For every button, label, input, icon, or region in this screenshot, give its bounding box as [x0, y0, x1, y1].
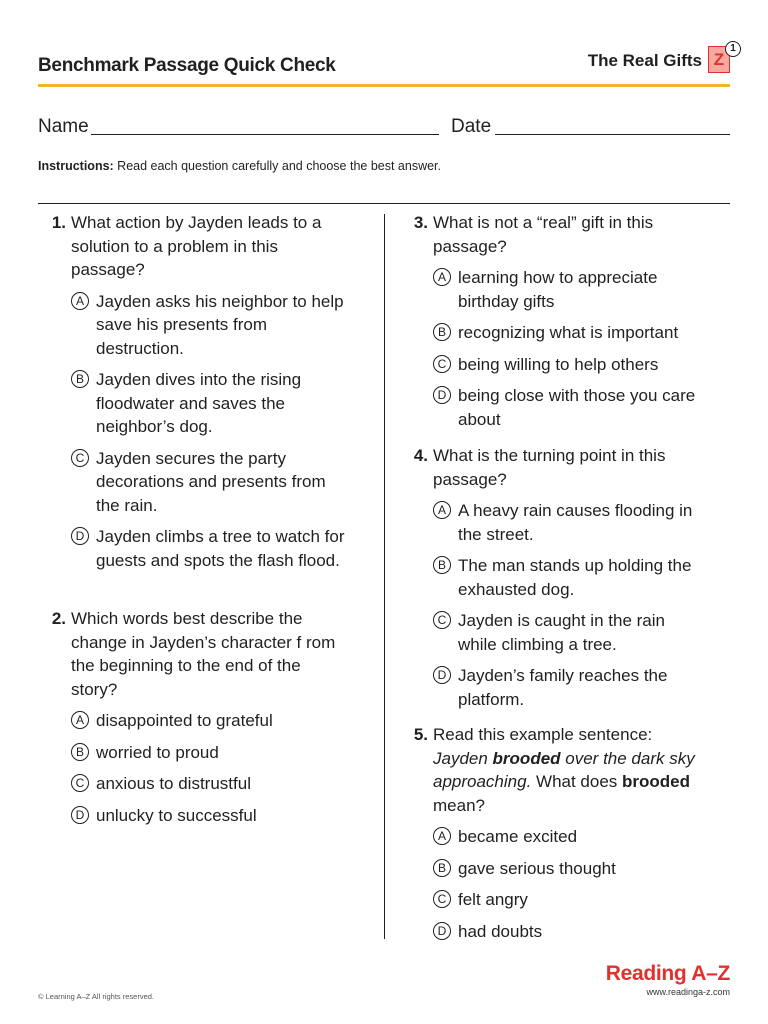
question-2	[46, 607, 346, 835]
option-b[interactable]	[71, 368, 346, 439]
option-letter-icon: C	[433, 890, 451, 908]
option-letter-icon: B	[71, 370, 89, 388]
option-c[interactable]	[433, 888, 708, 912]
option-letter-icon: C	[71, 774, 89, 792]
instructions-text: Read each question carefully and choose the best answer.	[113, 159, 441, 173]
question-text: What action by Jayden leads to a solution to a problem in this passage?	[71, 213, 322, 279]
question-text: Which words best describe the change in Jayden’s character f rom the beginning to the end of the story?	[71, 609, 336, 699]
question-text: What is not a “real” gift in this passage?	[433, 213, 654, 256]
header-divider	[38, 84, 730, 87]
option-letter-icon: A	[433, 268, 451, 286]
option-text: being willing to help others	[458, 354, 659, 374]
option-c[interactable]	[433, 353, 708, 377]
question-number: 5.	[413, 725, 428, 744]
logo-url: www.readinga-z.com	[646, 987, 730, 997]
option-letter-icon: A	[433, 501, 451, 519]
question-number: 3.	[413, 213, 428, 232]
option-text: learning how to appreciate birthday gifts	[458, 268, 658, 311]
question-intro: Read this example sentence:	[433, 725, 653, 744]
option-letter-icon: C	[71, 449, 89, 467]
option-letter-icon: B	[433, 323, 451, 341]
question-1	[46, 211, 346, 580]
question-3	[408, 211, 708, 439]
answer-options	[433, 825, 708, 943]
question-end: mean?	[433, 795, 485, 815]
option-text: Jayden climbs a tree to watch for guests and spots the flash flood.	[96, 527, 345, 570]
option-d[interactable]	[433, 664, 708, 711]
option-c[interactable]	[71, 447, 346, 518]
option-letter-icon: D	[71, 806, 89, 824]
level-badge	[708, 43, 736, 73]
option-b[interactable]	[433, 554, 708, 601]
option-letter-icon: B	[71, 743, 89, 761]
option-text: Jayden’s family reaches the platform.	[458, 666, 668, 709]
level-letter: Z	[713, 50, 725, 69]
option-letter-icon: A	[433, 827, 451, 845]
option-b[interactable]	[71, 741, 346, 765]
option-c[interactable]	[71, 772, 346, 796]
answer-options	[71, 290, 346, 573]
option-text: recognizing what is important	[458, 323, 679, 342]
question-4	[408, 444, 708, 719]
option-a[interactable]	[433, 266, 708, 313]
example-sentence-start: Jayden	[433, 748, 493, 768]
question-number: 2.	[51, 609, 66, 628]
answer-options	[71, 709, 346, 827]
option-letter-icon: A	[71, 292, 89, 310]
option-text: had doubts	[458, 921, 543, 941]
option-letter-icon: B	[433, 859, 451, 877]
name-field[interactable]	[91, 134, 439, 135]
option-d[interactable]	[433, 384, 708, 431]
option-letter-icon: C	[433, 355, 451, 373]
option-letter-icon: C	[433, 611, 451, 629]
option-a[interactable]	[71, 290, 346, 361]
option-b[interactable]	[433, 321, 708, 345]
option-text: The man stands up holding the exhausted dog.	[458, 556, 692, 599]
option-text: anxious to distrustful	[96, 774, 251, 793]
option-a[interactable]	[433, 499, 708, 546]
example-sentence-end: over the dark sky approaching.	[433, 748, 695, 791]
instructions-label: Instructions:	[38, 159, 114, 173]
option-letter-icon: B	[433, 556, 451, 574]
reading-az-logo	[606, 962, 730, 997]
option-d[interactable]	[433, 920, 708, 944]
question-text: What is the turning point in this passage?	[433, 446, 666, 489]
option-text: Jayden is caught in the rain while climbing a tree.	[458, 611, 665, 654]
copyright-notice: © Learning A–Z All rights reserved.	[38, 992, 155, 1001]
page-title: Benchmark Passage Quick Check	[38, 55, 336, 76]
option-text: became excited	[458, 827, 578, 846]
option-text: unlucky to successful	[96, 805, 257, 825]
answer-options	[433, 499, 708, 711]
name-date-row	[38, 116, 730, 140]
option-a[interactable]	[433, 825, 708, 849]
option-text: Jayden secures the party decorations and presents from the rain.	[96, 448, 326, 515]
option-letter-icon: D	[71, 527, 89, 545]
column-divider	[384, 214, 385, 939]
vocab-word: brooded	[622, 772, 691, 791]
date-label: Date	[451, 116, 492, 137]
option-letter-icon: A	[71, 711, 89, 729]
date-field[interactable]	[495, 134, 730, 135]
option-text: disappointed to grateful	[96, 711, 273, 730]
option-c[interactable]	[433, 609, 708, 656]
instructions	[38, 159, 441, 173]
option-text: gave serious thought	[458, 858, 616, 878]
option-d[interactable]	[71, 525, 346, 572]
option-letter-icon: D	[433, 666, 451, 684]
logo-text: Reading A–Z	[605, 962, 730, 985]
name-label: Name	[38, 116, 89, 137]
option-b[interactable]	[433, 857, 708, 881]
story-header	[587, 43, 736, 73]
section-divider	[38, 203, 730, 204]
option-text: A heavy rain causes flooding in the street.	[458, 501, 693, 544]
option-text: Jayden asks his neighbor to help save his presents from destruction.	[96, 291, 344, 358]
story-title: The Real Gifts	[587, 51, 702, 70]
vocab-word-italic: brooded	[492, 748, 561, 768]
question-text	[433, 723, 708, 817]
answer-options	[433, 266, 708, 431]
option-text: felt angry	[458, 890, 528, 909]
option-d[interactable]	[71, 804, 346, 828]
option-text: being close with those you care about	[458, 386, 696, 429]
question-number: 4.	[413, 446, 428, 465]
option-text: worried to proud	[96, 742, 219, 762]
level-number-badge: 1	[725, 41, 741, 57]
option-letter-icon: D	[433, 386, 451, 404]
question-mid: What does	[531, 772, 623, 791]
option-a[interactable]	[71, 709, 346, 733]
option-letter-icon: D	[433, 922, 451, 940]
option-text: Jayden dives into the rising floodwater and saves the neighbor’s dog.	[96, 370, 302, 436]
question-5	[408, 723, 708, 951]
question-number: 1.	[51, 213, 66, 232]
